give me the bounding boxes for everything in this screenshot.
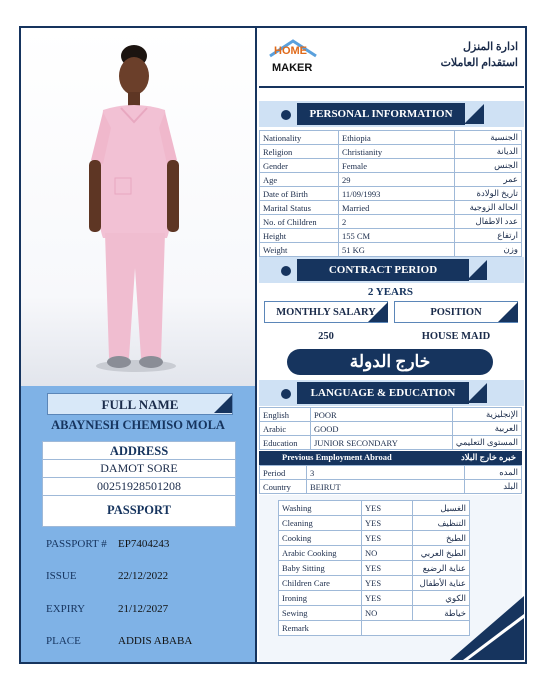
divider [42, 477, 236, 478]
home-maker-logo [266, 38, 320, 78]
full-name-label: FULL NAME [47, 393, 233, 415]
row-arabic-label: الحالة الزوجية [455, 201, 522, 215]
passport-expiry-label: EXPIRY [46, 603, 86, 615]
contract-period-value: 2 YEARS [367, 286, 414, 298]
row-label: Nationality [260, 131, 339, 145]
row-arabic-label: ارتفاع [455, 229, 522, 243]
table-row [279, 516, 470, 531]
table-row [279, 576, 470, 591]
skill-label: Baby Sitting [279, 561, 362, 576]
skill-arabic-label: الغسيل [413, 501, 470, 516]
passport-place-value: ADDIS ABABA [118, 635, 193, 647]
passport-issue-value: 22/12/2022 [118, 570, 169, 582]
corner-decoration [467, 260, 487, 280]
contract-period-title: CONTRACT PERIOD [297, 259, 469, 281]
skill-arabic-label: خياطة [413, 606, 470, 621]
row-label: Period [260, 466, 307, 480]
skill-arabic-label: التنظيف [413, 516, 470, 531]
row-value: Ethiopia [339, 131, 455, 145]
row-value: 3 [307, 466, 465, 480]
corner-decoration [464, 104, 484, 124]
row-label: Gender [260, 159, 339, 173]
row-value: 51 KG [339, 243, 455, 257]
personal-info-title: PERSONAL INFORMATION [297, 103, 465, 125]
table-row [279, 561, 470, 576]
abroad-banner: خارج الدولة [287, 349, 493, 375]
row-label: Education [260, 436, 311, 450]
row-value: 2 [339, 215, 455, 229]
previous-employment-title: Previous Employment Abroad [282, 452, 392, 462]
row-label: Date of Birth [260, 187, 339, 201]
table-row [279, 606, 470, 621]
table-row [260, 159, 522, 173]
skill-label: Arabic Cooking [279, 546, 362, 561]
passport-place-label: PLACE [46, 635, 81, 647]
remark-value [362, 621, 470, 636]
header-rule [259, 86, 524, 88]
table-row [260, 145, 522, 159]
skill-label: Ironing [279, 591, 362, 606]
row-arabic-label: عدد الاطفال [455, 215, 522, 229]
previous-employment-title-arabic: خبره خارج البلاد [460, 452, 516, 462]
row-value: 29 [339, 173, 455, 187]
skill-arabic-label: عناية الرضيع [413, 561, 470, 576]
skill-label: Cooking [279, 531, 362, 546]
table-row [260, 131, 522, 145]
candidate-figure [21, 28, 255, 386]
position-label: POSITION [394, 301, 518, 323]
row-label: Arabic [260, 422, 311, 436]
skill-value: YES [362, 561, 413, 576]
bullet-icon [281, 389, 291, 399]
candidate-photo [21, 28, 255, 386]
language-table [259, 407, 522, 450]
row-label: No. of Children [260, 215, 339, 229]
row-arabic-label: الجنس [455, 159, 522, 173]
row-arabic-label: الجنسية [455, 131, 522, 145]
corner-decoration [368, 302, 388, 322]
row-arabic-label: تاريخ الولادة [455, 187, 522, 201]
table-row [260, 422, 522, 436]
monthly-salary-value: 250 [318, 331, 334, 342]
skill-value: YES [362, 501, 413, 516]
skill-value: NO [362, 546, 413, 561]
skill-label: Sewing [279, 606, 362, 621]
table-row [279, 591, 470, 606]
table-row [260, 201, 522, 215]
table-row [260, 466, 522, 480]
row-label: Age [260, 173, 339, 187]
table-row [260, 173, 522, 187]
row-arabic-label: المده [465, 466, 522, 480]
table-row [279, 501, 470, 516]
phone-value: 00251928501208 [97, 479, 181, 493]
corner-decoration [498, 302, 518, 322]
passport-issue-label: ISSUE [46, 570, 77, 582]
agency-arabic-name: ادارة المنزل [463, 41, 518, 53]
position-value: HOUSE MAID [421, 331, 491, 342]
table-row [260, 215, 522, 229]
full-name-value: ABAYNESH CHEMISO MOLA [51, 418, 225, 432]
table-row [260, 243, 522, 257]
row-value: 155 CM [339, 229, 455, 243]
skill-value: YES [362, 591, 413, 606]
row-label: Weight [260, 243, 339, 257]
personal-info-table [259, 130, 522, 257]
label-corner-decoration [214, 395, 232, 413]
row-arabic-label: الديانة [455, 145, 522, 159]
column-divider [255, 28, 257, 662]
row-arabic-label: الإنجليزية [452, 408, 521, 422]
logo-maker-text: MAKER [272, 62, 313, 74]
row-arabic-label: البلد [465, 480, 522, 494]
skill-label: Washing [279, 501, 362, 516]
skill-arabic-label: الطبخ [413, 531, 470, 546]
language-education-title: LANGUAGE & EDUCATION [297, 382, 469, 404]
row-label: Marital Status [260, 201, 339, 215]
row-value: Christianity [339, 145, 455, 159]
address-label: ADDRESS [109, 444, 169, 458]
table-row [279, 531, 470, 546]
passport-number-label: PASSPORT # [46, 538, 107, 550]
row-value: BEIRUT [307, 480, 465, 494]
row-value: GOOD [311, 422, 453, 436]
skill-arabic-label: عناية الأطفال [413, 576, 470, 591]
passport-label: PASSPORT [107, 503, 171, 517]
bullet-icon [281, 266, 291, 276]
table-row [260, 436, 522, 450]
corner-decoration [467, 383, 487, 403]
row-value: 11/09/1993 [339, 187, 455, 201]
row-value: Married [339, 201, 455, 215]
row-arabic-label: وزن [455, 243, 522, 257]
table-row [260, 229, 522, 243]
divider [42, 459, 236, 460]
table-row [260, 480, 522, 494]
table-row [260, 187, 522, 201]
row-label: Height [260, 229, 339, 243]
table-row [260, 408, 522, 422]
row-label: Country [260, 480, 307, 494]
logo-home-text: HOME [274, 45, 307, 57]
row-arabic-label: عمر [455, 173, 522, 187]
skill-label: Children Care [279, 576, 362, 591]
skill-value: YES [362, 516, 413, 531]
skill-arabic-label: الكوي [413, 591, 470, 606]
previous-employment-table [259, 465, 522, 494]
row-label: English [260, 408, 311, 422]
skills-table [278, 500, 470, 636]
divider [42, 495, 236, 496]
table-row [279, 546, 470, 561]
table-row [279, 621, 470, 636]
skill-value: NO [362, 606, 413, 621]
bullet-icon [281, 110, 291, 120]
row-value: JUNIOR SECONDARY [311, 436, 453, 450]
monthly-salary-label: MONTHLY SALARY [264, 301, 388, 323]
agency-arabic-subtitle: استقدام العاملات [440, 57, 518, 69]
row-arabic-label: العربية [452, 422, 521, 436]
passport-expiry-value: 21/12/2027 [118, 603, 169, 615]
row-arabic-label: المستوى التعليمي [452, 436, 521, 450]
remark-label: Remark [279, 621, 362, 636]
row-value: POOR [311, 408, 453, 422]
skill-label: Cleaning [279, 516, 362, 531]
row-value: Female [339, 159, 455, 173]
skill-arabic-label: الطبخ العربي [413, 546, 470, 561]
skill-value: YES [362, 576, 413, 591]
skill-value: YES [362, 531, 413, 546]
address-value: DAMOT SORE [100, 461, 178, 475]
passport-number-value: EP7404243 [118, 538, 170, 550]
row-label: Religion [260, 145, 339, 159]
